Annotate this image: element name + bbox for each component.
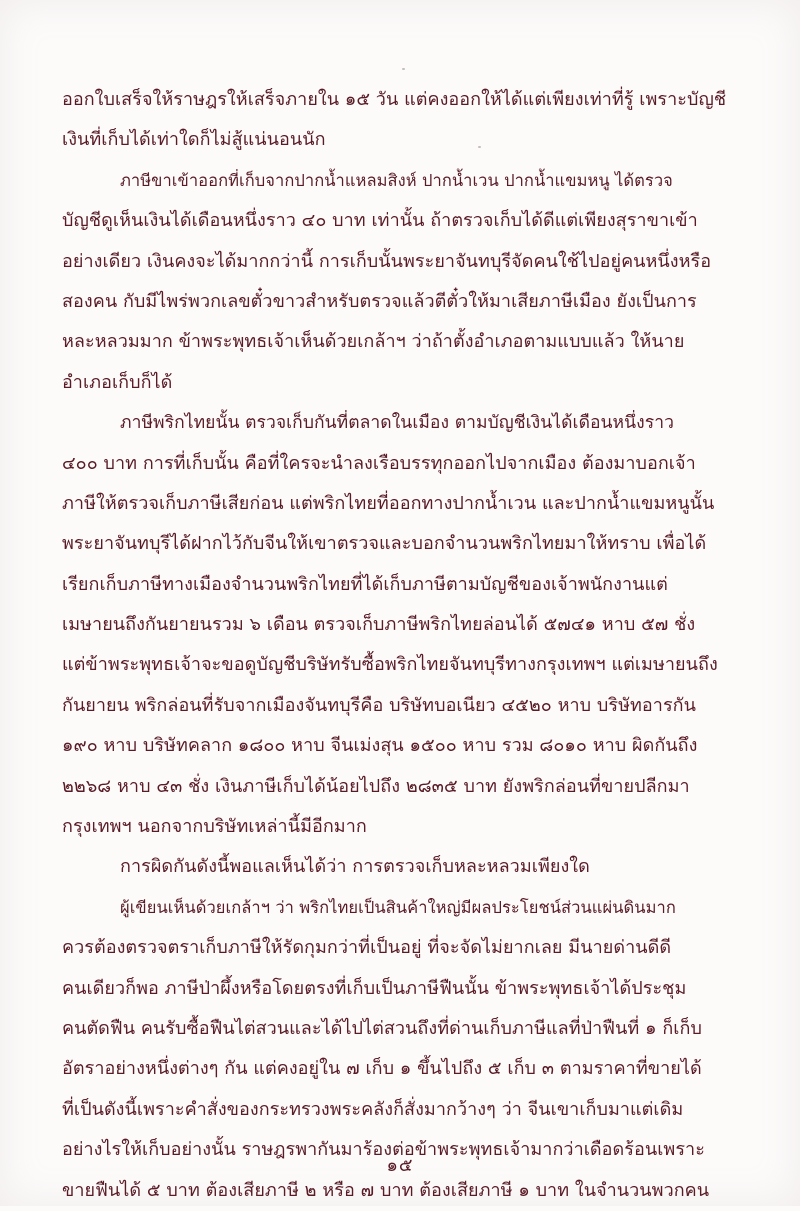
text-line: ๔๐๐ บาท การที่เก็บนั้น คือที่ใครจะนำลงเรือบรรทุกออกไปจากเมือง ต้องมาบอกเจ้า (62, 452, 696, 474)
text-line: กันยายน พริกล่อนที่รับจากเมืองจันทบุรีคือ บริษัทบอเนียว ๔๕๒๐ หาบ บริษัทอารกัน (62, 694, 696, 716)
page-number: ๑๕ (386, 1155, 414, 1176)
text-line: หละหลวมมาก ข้าพระพุทธเจ้าเห็นด้วยเกล้าฯ ว่าถ้าตั้งอำเภอตามแบบแล้ว ให้นาย (62, 331, 685, 353)
text-line: ๑๙๐ หาบ บริษัทคลาก ๑๘๐๐ หาบ จีนเม่งสุน ๑๕๐๐ หาบ รวม ๘๐๑๐ หาบ ผิดกันถึง (62, 735, 698, 757)
text-line: ผู้เขียนเห็นด้วยเกล้าฯ ว่า พริกไทยเป็นสินค้าใหญ่มีผลประโยชน์ส่วนแผ่นดินมาก (120, 897, 676, 917)
body-text (62, 80, 734, 1211)
text-line: เรียกเก็บภาษีทางเมืองจำนวนพริกไทยที่ได้เก็บภาษีตามบัญชีของเจ้าพนักงานแต่ (62, 573, 668, 595)
text-line: ภาษีให้ตรวจเก็บภาษีเสียก่อน แต่พริกไทยที่ออกทางปากน้ำเวน และปากน้ำแขมหนูนั้น (62, 492, 715, 514)
text-line: อย่างเดียว เงินคงจะได้มากกว่านี้ การเก็บนั้นพระยาจันทบุรีจัดคนใช้ไปอยู่คนหนึ่งหรือ (62, 250, 712, 272)
text-line: ภาษีขาเข้าออกที่เก็บจากปากน้ำแหลมสิงห์ ปากน้ำเวน ปากน้ำแขมหนู ได้ตรวจ (120, 170, 673, 190)
text-line: ๒๒๖๘ หาบ ๔๓ ชั่ง เงินภาษีเก็บได้น้อยไปถึง ๒๘๓๕ บาท ยังพริกล่อนที่ขายปลีกมา (62, 775, 690, 797)
text-line: อัตราอย่างหนึ่งต่างๆ กัน แต่คงอยู่ใน ๗ เก็บ ๑ ขึ้นไปถึง ๕ เก็บ ๓ ตามราคาที่ขายได้ (62, 1058, 702, 1080)
text-line: ภาษีพริกไทยนั้น ตรวจเก็บกันที่ตลาดในเมือง ตามบัญชีเงินได้เดือนหนึ่งราว (120, 413, 674, 434)
text-line: ควรต้องตรวจตราเก็บภาษีให้รัดกุมกว่าที่เป็นอยู่ ที่จะจัดไม่ยากเลย มีนายด่านดีดี (62, 937, 672, 959)
text-line: คนเดียวก็พอ ภาษีป่าผึ้งหรือโดยตรงที่เก็บเป็นภาษีฟืนนั้น ข้าพระพุทธเจ้าได้ประชุม (62, 977, 687, 999)
paper-speck (402, 68, 405, 70)
text-line: สองคน กับมีไพร่พวกเลขตั๋วขาวสำหรับตรวจแล้วตีตั๋วให้มาเสียภาษีเมือง ยังเป็นการ (62, 290, 697, 312)
text-line: พระยาจันทบุรีได้ฝากไว้กับจีนให้เขาตรวจและบอกจำนวนพริกไทยมาให้ทราบ เพื่อได้ (62, 533, 707, 555)
text-line: เงินที่เก็บได้เท่าใดก็ไม่สู้แน่นอนนัก (62, 129, 326, 151)
text-line: อำเภอเก็บก็ได้ (62, 371, 173, 393)
text-line: ขายฟืนได้ ๕ บาท ต้องเสียภาษี ๒ หรือ ๗ บาท ต้องเสียภาษี ๑ บาท ในจำนวนพวกคน (62, 1179, 710, 1201)
text-line: อย่างไรให้เก็บอย่างนั้น ราษฎรพากันมาร้องต่อข้าพระพุทธเจ้ามากว่าเดือดร้อนเพราะ (62, 1139, 705, 1161)
text-line: ออกใบเสร็จให้ราษฎรให้เสร็จภายใน ๑๕ วัน แต่คงออกให้ได้แต่เพียงเท่าที่รู้ เพราะบัญชี (62, 89, 727, 110)
text-line: คนตัดฟืน คนรับซื้อฟืนไต่สวนและได้ไปไต่สวนถึงที่ด่านเก็บภาษีแลที่ป่าฟืนที่ ๑ ก็เก็บ (62, 1017, 702, 1039)
text-line: บัญชีดูเห็นเงินได้เดือนหนึ่งราว ๔๐ บาท เท่านั้น ถ้าตรวจเก็บได้ดีแต่เพียงสุราขาเข้า (62, 210, 698, 232)
text-line: การผิดกันดังนี้พอแลเห็นได้ว่า การตรวจเก็บหละหลวมเพียงใด (120, 856, 590, 878)
text-line: เมษายนถึงกันยายนรวม ๖ เดือน ตรวจเก็บภาษีพริกไทยล่อนได้ ๕๗๔๑ หาบ ๕๗ ชั่ง (62, 614, 696, 636)
text-line: ที่เป็นดังนี้เพราะคำสั่งของกระทรวงพระคลังก็สั่งมากว้างๆ ว่า จีนเขาเก็บมาแต่เดิม (62, 1098, 684, 1120)
text-line: กรุงเทพฯ นอกจากบริษัทเหล่านี้มีอีกมาก (62, 816, 367, 838)
text-line: แต่ข้าพระพุทธเจ้าจะขอดูบัญชีบริษัทรับซื้อพริกไทยจันทบุรีทางกรุงเทพฯ แต่เมษายนถึง (62, 654, 718, 676)
